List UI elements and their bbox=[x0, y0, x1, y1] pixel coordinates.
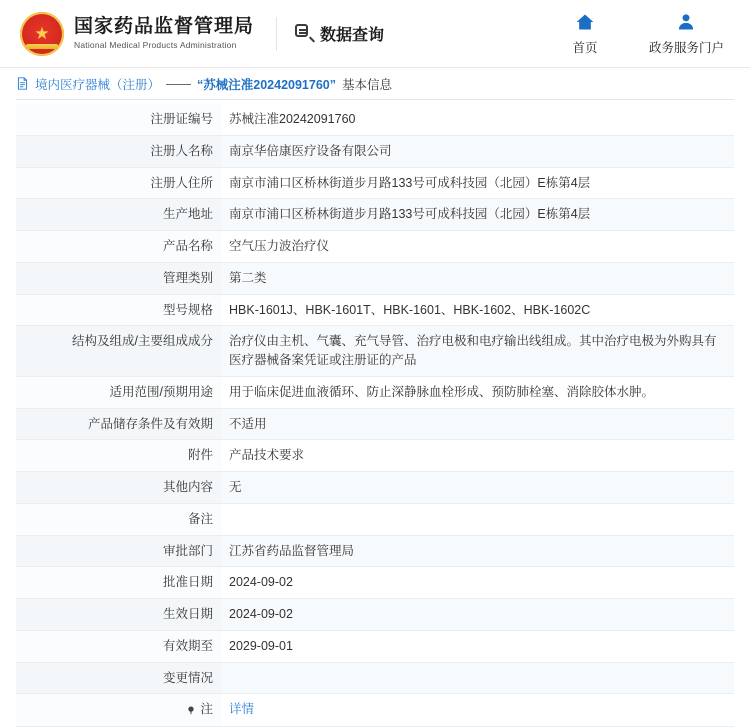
row-label: 结构及组成/主要组成成分 bbox=[16, 326, 221, 377]
table-row bbox=[16, 599, 734, 631]
header-divider bbox=[276, 17, 277, 51]
system-title-label: 数据查询 bbox=[320, 27, 385, 44]
row-value bbox=[221, 503, 734, 535]
organization-name-en: National Medical Products Administration bbox=[74, 40, 237, 51]
national-emblem-icon bbox=[20, 12, 64, 56]
row-label: 适用范围/预期用途 bbox=[16, 376, 221, 408]
organization-name-cn: 国家药品监督管理局 bbox=[74, 16, 255, 38]
user-icon bbox=[676, 12, 696, 32]
breadcrumb-dash: —— bbox=[166, 76, 192, 91]
table-row bbox=[16, 535, 734, 567]
row-label: 注册人名称 bbox=[16, 135, 221, 167]
registration-info-table bbox=[16, 104, 734, 727]
table-row bbox=[16, 104, 734, 135]
row-value: 第二类 bbox=[221, 262, 734, 294]
pin-icon bbox=[186, 705, 196, 715]
logo-block[interactable] bbox=[20, 12, 254, 56]
row-value: 南京市浦口区桥林街道步月路133号可成科技园（北园）E栋第4层 bbox=[221, 199, 734, 231]
row-value: 2029-09-01 bbox=[221, 630, 734, 662]
row-label: 管理类别 bbox=[16, 262, 221, 294]
nav-item-home-label: 首页 bbox=[572, 40, 598, 55]
row-label: 其他内容 bbox=[16, 472, 221, 504]
table-row-note bbox=[16, 694, 734, 727]
row-value: 江苏省药品监督管理局 bbox=[221, 535, 734, 567]
row-value: 用于临床促进血液循环、防止深静脉血栓形成、预防肺栓塞、消除胶体水肿。 bbox=[221, 376, 734, 408]
row-label: 变更情况 bbox=[16, 662, 221, 694]
table-row bbox=[16, 503, 734, 535]
row-label: 批准日期 bbox=[16, 567, 221, 599]
row-label: 注册人住所 bbox=[16, 167, 221, 199]
table-row bbox=[16, 135, 734, 167]
row-value: 空气压力波治疗仪 bbox=[221, 231, 734, 263]
table-row bbox=[16, 567, 734, 599]
table-row bbox=[16, 167, 734, 199]
detail-link[interactable]: 详情 bbox=[229, 702, 255, 717]
table-row bbox=[16, 472, 734, 504]
table-row bbox=[16, 662, 734, 694]
note-label-cell bbox=[16, 694, 221, 727]
row-label: 产品储存条件及有效期 bbox=[16, 408, 221, 440]
row-label: 生产地址 bbox=[16, 199, 221, 231]
doc-icon bbox=[16, 77, 29, 90]
row-value: 南京华倍康医疗设备有限公司 bbox=[221, 135, 734, 167]
row-label: 生效日期 bbox=[16, 599, 221, 631]
row-value: 产品技术要求 bbox=[221, 440, 734, 472]
row-label: 有效期至 bbox=[16, 630, 221, 662]
row-label: 备注 bbox=[16, 503, 221, 535]
nav-item-home[interactable] bbox=[557, 12, 613, 56]
site-header bbox=[0, 0, 750, 68]
row-label: 产品名称 bbox=[16, 231, 221, 263]
breadcrumb-code: “苏械注准20242091760” bbox=[197, 77, 336, 92]
registration-info-body bbox=[16, 104, 734, 727]
row-value: 南京市浦口区桥林街道步月路133号可成科技园（北园）E栋第4层 bbox=[221, 167, 734, 199]
header-nav bbox=[557, 12, 724, 56]
row-label: 附件 bbox=[16, 440, 221, 472]
table-row bbox=[16, 262, 734, 294]
table-row bbox=[16, 630, 734, 662]
row-value: 2024-09-02 bbox=[221, 567, 734, 599]
table-row bbox=[16, 199, 734, 231]
table-row bbox=[16, 326, 734, 377]
table-row bbox=[16, 408, 734, 440]
organization-names bbox=[74, 16, 254, 51]
system-title bbox=[295, 22, 384, 45]
breadcrumb-category[interactable]: 境内医疗器械（注册） bbox=[35, 77, 161, 92]
table-row bbox=[16, 440, 734, 472]
breadcrumb-tail: 基本信息 bbox=[342, 77, 393, 92]
table-row bbox=[16, 376, 734, 408]
row-value: 不适用 bbox=[221, 408, 734, 440]
row-label: 审批部门 bbox=[16, 535, 221, 567]
nav-item-service-portal[interactable] bbox=[649, 12, 724, 56]
row-value: 治疗仪由主机、气囊、充气导管、治疗电极和电疗输出线组成。其中治疗电极为外购具有医疗器械备案凭证或注册证的产品 bbox=[221, 326, 734, 377]
table-row bbox=[16, 231, 734, 263]
note-value-cell bbox=[221, 694, 734, 727]
row-value: 无 bbox=[221, 472, 734, 504]
home-icon bbox=[575, 12, 595, 32]
table-row bbox=[16, 294, 734, 326]
row-label: 注册证编号 bbox=[16, 104, 221, 135]
note-label-text: 注 bbox=[200, 702, 213, 717]
record-table-container bbox=[0, 100, 750, 727]
nav-item-service-portal-label: 政务服务门户 bbox=[648, 40, 724, 55]
row-value: 苏械注准20242091760 bbox=[221, 104, 734, 135]
row-value: 2024-09-02 bbox=[221, 599, 734, 631]
breadcrumb bbox=[16, 68, 734, 100]
row-label: 型号规格 bbox=[16, 294, 221, 326]
search-icon bbox=[295, 24, 314, 43]
row-value bbox=[221, 662, 734, 694]
row-value: HBK-1601J、HBK-1601T、HBK-1601、HBK-1602、HBK-1602C bbox=[221, 294, 734, 326]
